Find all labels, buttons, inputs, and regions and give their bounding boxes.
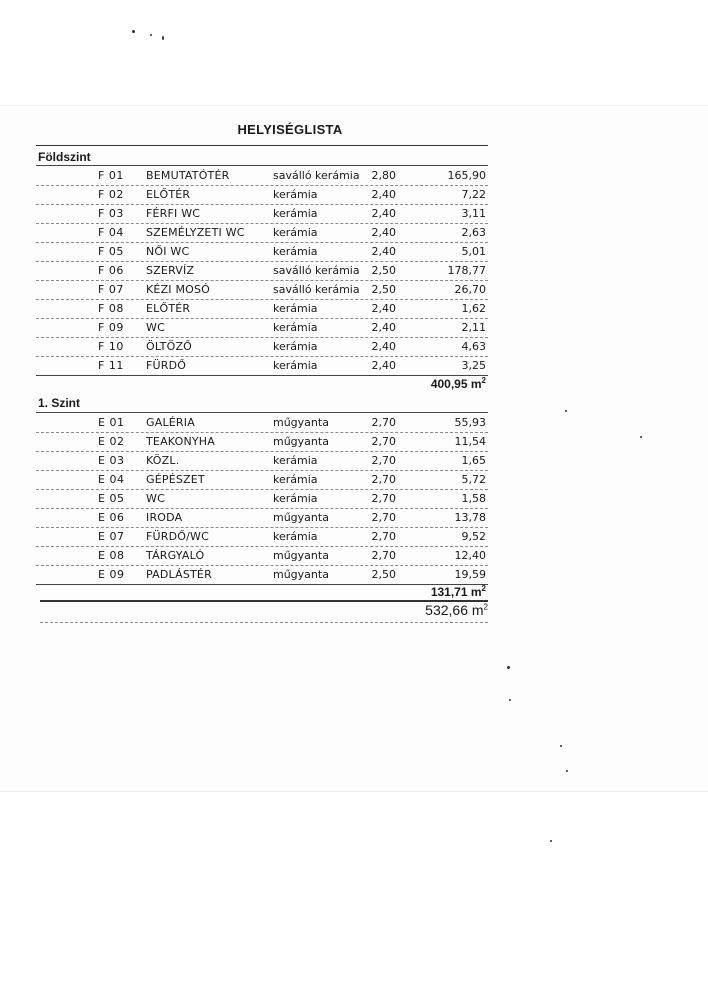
section-label-1-szint: 1. Szint: [38, 396, 81, 410]
bottom-rule: [40, 622, 488, 623]
room-area: 12,40: [454, 549, 486, 562]
room-code: E 05: [98, 492, 125, 505]
table-row: [0, 356, 708, 375]
document-title: HELYISÉGLISTA: [237, 122, 343, 137]
room-code: F 04: [98, 226, 124, 239]
room-name: ÖLTÖZŐ: [146, 340, 193, 353]
room-name: FÜRDŐ/WC: [146, 530, 210, 543]
room-name: BEMUTATÓTÉR: [146, 169, 230, 182]
floor-material: saválló kerámia: [273, 169, 360, 182]
scan-speck: [162, 36, 164, 40]
room-code: E 07: [98, 530, 125, 543]
room-area: 7,22: [461, 188, 486, 201]
room-area: 4,63: [461, 340, 486, 353]
floor-material: kerámia: [273, 245, 318, 258]
grand-total: [378, 602, 488, 618]
floor-material: kerámia: [273, 359, 318, 372]
room-code: E 06: [98, 511, 125, 524]
table-row: [0, 280, 708, 299]
floor-material: kerámia: [273, 188, 318, 201]
table-row: [0, 546, 708, 565]
table-row: [0, 337, 708, 356]
floor-material: saválló kerámia: [273, 283, 360, 296]
room-code: F 02: [98, 188, 124, 201]
section-subtotal-foldszint: [388, 376, 486, 391]
floor-material: kerámia: [273, 530, 318, 543]
room-code: F 03: [98, 207, 124, 220]
table-row: [0, 489, 708, 508]
scan-speck: [150, 34, 152, 36]
room-area: 165,90: [447, 169, 486, 182]
room-name: ELŐTÉR: [146, 302, 191, 315]
unit-superscript: 2: [481, 584, 486, 593]
room-area: 55,93: [454, 416, 486, 429]
room-name: GALÉRIA: [146, 416, 195, 429]
table-row: [0, 470, 708, 489]
room-height: 2,70: [371, 549, 396, 562]
floor-material: kerámia: [273, 340, 318, 353]
table-row: [0, 451, 708, 470]
room-name: ELŐTÉR: [146, 188, 191, 201]
room-code: F 06: [98, 264, 124, 277]
room-height: 2,40: [371, 302, 396, 315]
floor-material: kerámia: [273, 454, 318, 467]
room-height: 2,40: [371, 188, 396, 201]
floor-material: kerámia: [273, 302, 318, 315]
room-area: 1,65: [461, 454, 486, 467]
room-name: NŐI WC: [146, 245, 190, 258]
floor-material: saválló kerámia: [273, 264, 360, 277]
floor-material: kerámia: [273, 226, 318, 239]
floor-material: műgyanta: [273, 549, 329, 562]
room-name: FÜRDŐ: [146, 359, 187, 372]
room-height: 2,70: [371, 454, 396, 467]
table-row: [0, 413, 708, 432]
room-area: 3,11: [461, 207, 486, 220]
table-row: [0, 527, 708, 546]
room-area: 26,70: [454, 283, 486, 296]
room-area: 1,58: [461, 492, 486, 505]
table-row: [0, 242, 708, 261]
room-code: E 04: [98, 473, 125, 486]
section-label-foldszint: Földszint: [38, 150, 91, 164]
room-code: F 01: [98, 169, 124, 182]
room-height: 2,40: [371, 207, 396, 220]
room-height: 2,40: [371, 245, 396, 258]
room-name: SZERVÍZ: [146, 264, 195, 277]
room-height: 2,40: [371, 359, 396, 372]
floor-material: kerámia: [273, 473, 318, 486]
room-area: 178,77: [447, 264, 486, 277]
scan-speck: [565, 410, 567, 412]
subtotal-value: 400,95 m: [430, 377, 482, 391]
room-height: 2,70: [371, 530, 396, 543]
table-row: [0, 508, 708, 527]
table-row: [0, 185, 708, 204]
floor-material: műgyanta: [273, 568, 329, 581]
floor-material: kerámia: [273, 207, 318, 220]
room-code: F 05: [98, 245, 124, 258]
scan-speck: [132, 30, 135, 33]
table-row: [0, 299, 708, 318]
room-name: IRODA: [146, 511, 183, 524]
scan-speck: [509, 699, 511, 701]
room-code: E 08: [98, 549, 125, 562]
floor-material: kerámia: [273, 492, 318, 505]
room-name: TÁRGYALÓ: [146, 549, 205, 562]
room-area: 11,54: [454, 435, 486, 448]
floor-material: műgyanta: [273, 435, 329, 448]
table-row: [0, 432, 708, 451]
room-height: 2,50: [371, 568, 396, 581]
table-row: [0, 223, 708, 242]
table-row: [0, 204, 708, 223]
room-height: 2,70: [371, 511, 396, 524]
room-name: SZEMÉLYZETI WC: [146, 226, 245, 239]
scan-speck: [566, 770, 568, 772]
unit-superscript: 2: [483, 602, 488, 612]
scan-speck: [550, 840, 552, 842]
table-row: [0, 318, 708, 337]
room-code: F 07: [98, 283, 124, 296]
room-name: FÉRFI WC: [146, 207, 201, 220]
room-area: 1,62: [461, 302, 486, 315]
scan-speck: [560, 745, 562, 747]
room-name: PADLÁSTÉR: [146, 568, 212, 581]
room-area: 2,63: [461, 226, 486, 239]
room-height: 2,50: [371, 264, 396, 277]
room-area: 13,78: [454, 511, 486, 524]
floor-material: kerámia: [273, 321, 318, 334]
room-name: WC: [146, 321, 165, 334]
room-name: TEAKONYHA: [146, 435, 216, 448]
room-height: 2,70: [371, 435, 396, 448]
room-code: F 08: [98, 302, 124, 315]
room-area: 19,59: [454, 568, 486, 581]
room-code: E 03: [98, 454, 125, 467]
room-code: F 09: [98, 321, 124, 334]
grand-total-value: 532,66 m: [425, 602, 484, 618]
table-row: [0, 261, 708, 280]
scan-speck: [507, 666, 510, 669]
title-underline: [36, 145, 488, 146]
room-area: 3,25: [461, 359, 486, 372]
room-name: GÉPÉSZET: [146, 473, 205, 486]
room-code: F 10: [98, 340, 124, 353]
room-height: 2,40: [371, 340, 396, 353]
floor-material: műgyanta: [273, 416, 329, 429]
room-height: 2,40: [371, 321, 396, 334]
subtotal-value: 131,71 m: [430, 585, 482, 599]
room-height: 2,40: [371, 226, 396, 239]
unit-superscript: 2: [481, 376, 486, 385]
floor-material: műgyanta: [273, 511, 329, 524]
room-code: F 11: [98, 359, 124, 372]
room-code: E 01: [98, 416, 125, 429]
room-height: 2,80: [371, 169, 396, 182]
section-subtotal-1-szint: [388, 584, 486, 599]
room-area: 5,01: [461, 245, 486, 258]
room-height: 2,70: [371, 492, 396, 505]
room-name: KÖZL.: [146, 454, 180, 467]
room-area: 5,72: [461, 473, 486, 486]
room-code: E 02: [98, 435, 125, 448]
room-code: E 09: [98, 568, 125, 581]
room-area: 2,11: [461, 321, 486, 334]
table-row: [0, 565, 708, 584]
room-name: KÉZI MOSÓ: [146, 283, 211, 296]
room-height: 2,70: [371, 416, 396, 429]
table-row: [0, 166, 708, 185]
room-area: 9,52: [461, 530, 486, 543]
room-height: 2,70: [371, 473, 396, 486]
room-name: WC: [146, 492, 165, 505]
room-height: 2,50: [371, 283, 396, 296]
